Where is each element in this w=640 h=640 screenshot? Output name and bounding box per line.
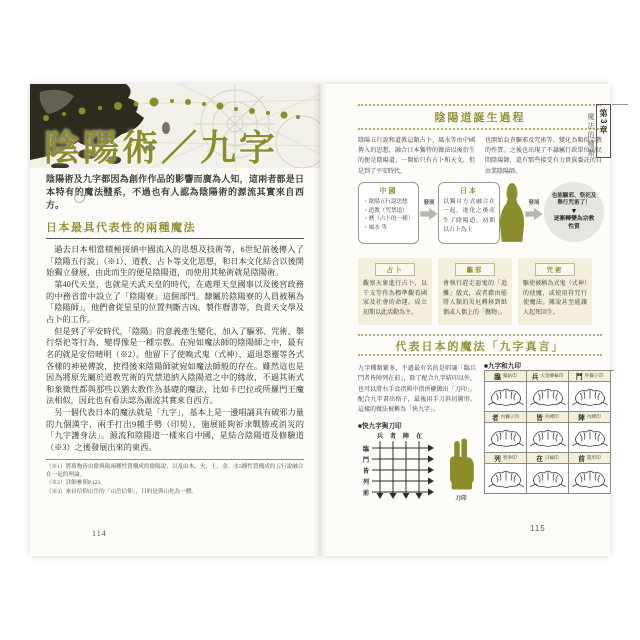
- birth-intro-left: 陰陽五行說和道教這類占卜、風水等由中國傳入的思想，融合日本獨特的做法以後衍生的便是陰陽道。一開始只有占卜和天文，但是到了平安時代，: [358, 138, 475, 175]
- mudra-illustration: [485, 382, 527, 412]
- kuji-char: 鬥: [576, 374, 583, 381]
- develop-step: [524, 198, 544, 226]
- dotted-divider: [358, 104, 602, 106]
- clasped-hands-icon: [488, 386, 524, 408]
- kuji-intro: 九字種類繁多，不過最有名的是唱誦「臨兵鬥者皆陣列在前」，除了配合九字結印以外，也可以將右手食指與中指併攏做出「刀印」，配合九字畫出格子，最後用手刀斜切圖形。這樣的做法被稱為「快九字」。: [358, 366, 476, 414]
- china-box: [358, 182, 419, 244]
- clasped-hands-icon: [572, 427, 608, 449]
- card-sorcery: [518, 258, 592, 325]
- grid-row-label: 列: [362, 480, 369, 486]
- grid-col-label: 者: [389, 434, 396, 440]
- result-circle: [544, 182, 604, 242]
- mudra-illustration: [485, 423, 527, 453]
- kuji-char: 前: [578, 456, 585, 463]
- kuji-char: 兵: [531, 374, 539, 381]
- birth-flow-diagram: [358, 182, 602, 252]
- map-circle-decoration: [74, 192, 85, 203]
- mudra-name: 外獅子印: [584, 373, 603, 378]
- mudra-table-label: ■九字和九印: [484, 363, 521, 370]
- grid-row-label: 皆: [362, 469, 369, 475]
- mudra-name: 內縛印: [586, 414, 601, 419]
- activity-cards: [358, 258, 602, 325]
- clasped-hands-icon: [530, 427, 566, 449]
- china-box-item: ・道教（咒禁道）: [363, 207, 408, 214]
- mudra-header: [485, 453, 527, 464]
- mudra-header: [527, 371, 569, 382]
- mudra-name: 外縛印: [544, 414, 559, 419]
- grid-row-label: 前: [362, 491, 369, 497]
- develop-label: 發展: [528, 200, 540, 206]
- book-spread: [30, 84, 610, 556]
- dotted-divider: [358, 354, 602, 356]
- mudra-illustration: [527, 423, 569, 453]
- mudra-table: [484, 370, 614, 494]
- mudra-header: [527, 412, 569, 423]
- card-text: 驅使被稱為式鬼（式神）的使魔，或使用符咒行使魔法。據說甚至能讓人起死回生。: [523, 281, 587, 317]
- mudra-header: [569, 412, 611, 423]
- paragraph: 但是到了平安時代，「陰陽」的意義產生變化，加入了驅邪、咒術、舉行祭祀等行為，變得像是一種宗教。在宛如魔法師的陰陽師之中，最有名的就是安倍晴明（※2）。他留下了使喚式鬼（式神）、逼退怨靈等各式各樣的神祕傳說，使得後來陰陽師就宛如魔法師般的存在。雖然這也是因為將原先屬於道教咒術的咒禁道納入陰陽道之中的緣故，不過其術式和象徵性都與那些以猶太教作為基礎的魔法，比如卡巴拉或所羅門王魔法相似，因此也有看法認為源流其實來自西方。: [46, 326, 304, 406]
- mudra-illustration: [527, 464, 569, 494]
- clasped-hands-icon: [488, 468, 524, 490]
- paragraph: 第40代天皇，也就是天武天皇的時代，在處理天皇國事以及後宮政務的中務省當中設立了「陰陽寮」這個部門。隸屬於陰陽寮的人員被稱為「陰陽師」，他們會從星星的位置判斷吉凶、製作曆書等，負責天文學及占卜的工作。: [46, 280, 304, 324]
- lede-text: 陰陽術及九字都因為創作作品的影響而廣為人知，這兩者都是日本特有的魔法體系，不過也有人認為陰陽術的源流其實來自西方。: [46, 174, 304, 211]
- result-line2: 逐漸轉變為宗教性質: [553, 215, 595, 230]
- japan-box: [438, 182, 500, 244]
- page-number-right: 115: [530, 524, 546, 533]
- page-left: [30, 84, 320, 556]
- mudra-header: [485, 412, 527, 423]
- clasped-hands-icon: [572, 386, 608, 408]
- china-box-item: ・風水 等: [363, 224, 387, 231]
- paragraph: 過去日本相當積極接納中國流入的思想及技術等，6世紀前後傳入了「陰陽五行說」（※1）、道教、占卜等文化思想，和日本文化結合以後開始獨立發展，由此而生的便是陰陽道，而使用其秘術就是陰陽術。: [46, 245, 304, 278]
- kuji-char: 陣: [578, 415, 585, 422]
- mudra-name: 內獅子印: [500, 414, 519, 419]
- mudra-illustration: [569, 382, 611, 412]
- diagram-heading-kuji: 代表日本的魔法「九字真言」: [395, 341, 565, 353]
- chapter-tab: [587, 104, 628, 158]
- map-circle-decoration: [100, 186, 109, 195]
- mudra-illustration: [569, 423, 611, 453]
- card-exorcism: [438, 258, 512, 325]
- mudra-name: 大金剛輪印: [540, 373, 564, 378]
- dotted-divider: [358, 128, 602, 130]
- grid-row-label: 臨: [362, 447, 369, 453]
- title-header-art: [30, 84, 320, 168]
- dotted-divider: [358, 334, 602, 336]
- right-arrow-icon: [420, 207, 438, 221]
- mudra-illustration: [527, 382, 569, 412]
- fast-nine-grid: [360, 431, 438, 501]
- fast-nine-label: ■快九字與刀印: [358, 423, 402, 430]
- result-line1: 也能驅邪、祭祀及舉行咒術了！: [551, 192, 597, 207]
- mudra-name: 日輪印: [544, 455, 559, 460]
- birth-intro-right: 也開始負責驅邪及咒術等，變化為類似宗教的性質。之後也出現了不隸屬行政單位的民間陰陽師，還有那些接受有力貴族委託的自由業陰陽師。: [485, 138, 602, 175]
- clasped-hands-icon: [572, 468, 608, 490]
- footnote: （※2）詳細參照P.123。: [46, 480, 106, 487]
- kuji-char: 者: [492, 415, 499, 422]
- develop-label: 發展: [423, 200, 435, 206]
- section-heading: 日本最具代表性的兩種魔法: [46, 219, 304, 239]
- mudra-header: [569, 453, 611, 464]
- footnote: （※1）將萬物皆由陰與陽兩種性質構成的陰陽說，以及由木、火、土、金、水5種性質構成的五行說融合在一起的理論。: [46, 463, 304, 479]
- grid-col-label: 在: [415, 434, 422, 440]
- sword-mudra-hand-icon: [444, 436, 478, 492]
- paragraph: 另一個代表日本的魔法就是「九字」，基本上是一邊唱誦具有破邪力量的九個漢字，兩手打出9種手勢（印契），施展能夠祈求戰勝或消災的「九字護身法」。源流和陰陽道一樣來自中國，是結合陰陽道及修驗道（※3）之後發展出來的東西。: [46, 408, 304, 453]
- kuji-char: 在: [536, 456, 543, 463]
- mudra-name: 隱形印: [586, 455, 601, 460]
- card-divination: [358, 258, 432, 325]
- grid-strokes: [372, 441, 438, 503]
- card-title: 占卜: [375, 263, 415, 276]
- mudra-header: [527, 453, 569, 464]
- footnotes: [46, 459, 304, 497]
- kuji-char: 列: [494, 456, 501, 463]
- clasped-hands-icon: [530, 468, 566, 490]
- china-box-title: 中國: [379, 188, 398, 195]
- body-text: [46, 244, 304, 454]
- card-title: 驅邪: [455, 263, 495, 276]
- develop-step: [419, 198, 439, 226]
- down-arrow-icon: ▼: [570, 208, 578, 216]
- mudra-name: 獨鈷印: [502, 373, 517, 378]
- grid-col-label: 兵: [376, 434, 383, 440]
- mudra-name: 智拳印: [502, 455, 517, 460]
- footnote: （※3）來自信仰山岳的「山岳信仰」，目的是與山化為一體。: [46, 488, 198, 495]
- chapter-title: 魔法的種類: [587, 113, 594, 158]
- grid-col-label: 陣: [402, 434, 409, 440]
- mudra-illustration: [569, 464, 611, 494]
- mudra-illustration: [485, 464, 527, 494]
- sword-mudra-label: 刀印: [455, 496, 467, 502]
- grid-row-label: 鬥: [362, 458, 369, 464]
- page-title: 陰陽術／九字: [44, 128, 279, 168]
- japan-box-title: 日本: [460, 188, 478, 195]
- china-box-item: ・陰陽五行說思想: [363, 199, 408, 205]
- card-title: 咒術: [535, 263, 575, 276]
- page-right: [320, 84, 610, 556]
- diagram-heading-birth: 陰陽道誕生過程: [434, 112, 526, 124]
- mudra-header: [485, 371, 527, 382]
- kuji-char: 皆: [536, 415, 543, 422]
- card-text: 觀察天象進行占卜，以干支等作為標準觀看國家及社會的命運。成立初期以此活動為主。: [363, 281, 427, 317]
- tab-tick: [612, 104, 628, 105]
- kuji-char: 臨: [494, 374, 501, 381]
- clasped-hands-icon: [488, 427, 524, 449]
- clasped-hands-icon: [530, 386, 566, 408]
- japan-box-text: 以獨自方式融合在一起，進化之後產生了陰陽道。初期以占卜為主: [443, 199, 495, 234]
- chapter-number: 第3章: [596, 104, 611, 158]
- mudra-header: [569, 371, 611, 382]
- onmyoji-silhouette-icon: [498, 180, 526, 246]
- page-number-left: 114: [92, 529, 107, 538]
- china-box-item: ・曆（占卜的一種）: [363, 216, 414, 223]
- card-text: 會執行趕走惡鬼的「追儺」儀式，或者藉由能將人類的災厄轉移到紙偶或人偶上的「撫物」。: [443, 281, 507, 317]
- sword-mudra: [444, 436, 478, 497]
- right-arrow-icon: [525, 207, 543, 221]
